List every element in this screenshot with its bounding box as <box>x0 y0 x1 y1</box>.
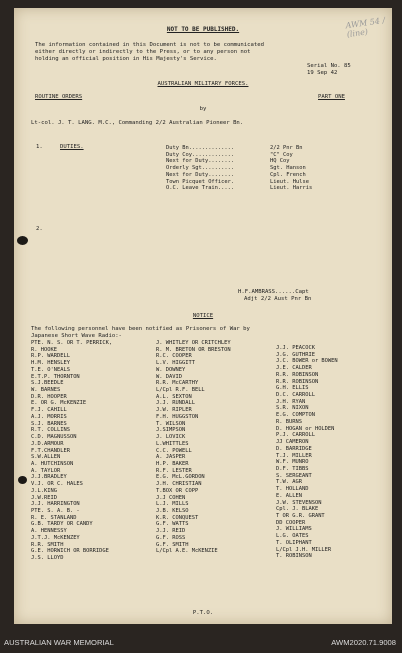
pow-name: R. HOOKE <box>31 346 57 353</box>
pow-name: S.R. NIXON <box>276 405 309 412</box>
notice-heading: NOTICE <box>192 313 214 319</box>
pow-column-2 <box>156 340 231 562</box>
pto-label: P.T.O. <box>192 610 214 616</box>
duty-value: HQ Coy <box>270 158 290 165</box>
archive-reference: AWM2020.71.9008 <box>331 638 396 647</box>
pow-name: D. HOGAN or HOLDEN <box>276 425 335 432</box>
commander-line: Lt-col. J. T. LANG. M.C., Commanding 2/2 Australian Pioneer Bn. <box>31 120 244 126</box>
pow-name: JJ CAMERON <box>276 439 309 446</box>
duty-label: Duty Coy............. <box>166 151 235 158</box>
pow-column-3 <box>276 345 338 567</box>
pow-name: J.T.J. McKENZEY <box>31 534 80 541</box>
pow-name: A. HENNESSY <box>31 528 67 535</box>
duties-number: 1. <box>36 144 43 150</box>
pow-name: H.P. BAKER <box>156 460 189 467</box>
pow-name: R.F. LESTER <box>156 467 192 474</box>
pow-name: S. SERGEANT <box>276 472 312 479</box>
pow-name: J.C. BOWER or BOWEN <box>276 358 338 365</box>
pow-name: Cpl. J. BLAKE <box>276 506 319 513</box>
archive-footer <box>0 627 402 653</box>
pow-name: PTE. N. S. OR T. PERRICK, <box>31 340 113 346</box>
notice-line: either directly or indirectly to the Press, or to any person not <box>35 49 251 55</box>
pow-name: P.J. CARROLL <box>276 432 315 439</box>
pow-name: J.J. PEACOCK <box>276 345 315 351</box>
document-page <box>14 8 392 624</box>
pow-name: T OR G.R. GRANT <box>276 512 325 519</box>
pow-name: W.F. MUNRO <box>276 459 309 466</box>
pow-name: A.J. MORRIS <box>31 413 67 420</box>
pow-name: J. LOVICK <box>156 434 186 441</box>
pow-name: S.J.BEEDLE <box>31 380 64 387</box>
pow-name: S.W.ALLEN <box>31 454 61 461</box>
pow-name: R.T. COLLINS <box>31 427 70 434</box>
pow-name: A.L. SEXTON <box>156 393 192 400</box>
pow-name: J.E. CALDER <box>276 365 312 372</box>
pow-name: C.C. POWELL <box>156 447 192 454</box>
pow-name: C.D. MAGNUSSON <box>31 434 77 441</box>
punch-hole <box>17 236 28 245</box>
pow-name: E.G. COMPTON <box>276 412 315 419</box>
pow-name: F.T.CHANDLER <box>31 447 70 454</box>
pow-name: DD COOPER <box>276 519 306 526</box>
duties-labels <box>166 145 234 192</box>
pow-name: R.R. McCARTHY <box>156 380 199 387</box>
pow-name: L/Cpl R.F. BELL <box>156 387 205 394</box>
pow-name: T. ROBINSON <box>276 553 312 560</box>
pow-name: D.F. TIBBS <box>276 465 309 472</box>
pow-name: J.G. GUTHRIE <box>276 351 315 358</box>
forces-heading: AUSTRALIAN MILITARY FORCES. <box>157 81 249 87</box>
pow-name: J.J. HARRINGTON <box>31 501 80 508</box>
duty-label: Town Picquet Officer. <box>166 178 235 185</box>
duty-label: Next for Duty........ <box>166 158 235 165</box>
pow-name: J.SIMPSON <box>156 427 186 434</box>
duty-label: O.C. Leave Train..... <box>166 185 235 192</box>
pow-name: L/Cpl A.E. McKENZIE <box>156 548 218 555</box>
duty-value: Sgt. Hanson <box>270 165 306 172</box>
duties-values <box>270 145 312 192</box>
pow-name: V.J. OR C. HALES <box>31 481 83 488</box>
pow-name <box>156 555 231 562</box>
item-two-number: 2. <box>36 226 43 232</box>
archive-name: AUSTRALIAN WAR MEMORIAL <box>4 638 114 647</box>
signature-title: Adjt 2/2 Aust Pnr Bn <box>244 296 312 302</box>
pow-name: J.D.ARMOUR <box>31 440 64 447</box>
pow-name: J. WHITLEY OR CRITCHLEY <box>156 340 231 346</box>
pow-name: A. HUTCHINSON <box>31 460 74 467</box>
pow-name: R. M. BRETON OR BRESTON <box>156 346 231 353</box>
notice-line: The information contained in this Document is not to be communicated <box>35 42 265 48</box>
pencil-annotation: AWM 54 / (line) <box>344 15 386 40</box>
duty-label: Orderly Sgt.......... <box>166 165 235 172</box>
notice-intro: The following personnel have been notified as Prisoners of War by <box>31 326 250 332</box>
pow-name: R.C. COOPER <box>156 353 192 360</box>
pow-name: J.J.BRADLEY <box>31 474 67 481</box>
pow-name: D.R. HOOPER <box>31 393 67 400</box>
pow-name: R.P. WARDELL <box>31 353 70 360</box>
pow-name: E.G. McL.GORDON <box>156 474 205 481</box>
pow-name: T. HOLLAND <box>276 486 309 493</box>
pow-name: G.B. TARDY OR CANDY <box>31 521 93 528</box>
part-label: PART ONE <box>318 94 345 100</box>
pow-name: A. JASPER <box>156 454 186 461</box>
duty-value: "C" Coy <box>270 151 293 158</box>
pow-name: G.E. HORWICH OR BORRIDGE <box>31 548 109 555</box>
signature-name: H.F.AMBRASS......Capt <box>238 289 309 295</box>
pow-name: T.W. AGR <box>276 479 302 486</box>
notice-line: holding an official position in His Majesty's Service. <box>35 56 217 62</box>
pow-name: T. WILSON <box>156 420 186 427</box>
pow-name: L.WHITTLES <box>156 440 189 447</box>
routine-orders-heading: ROUTINE ORDERS <box>35 94 83 100</box>
pow-name: L/Cpl J.H. MILLER <box>276 546 332 553</box>
pow-name: J.L.KING <box>31 487 57 494</box>
duty-value: Cpl. French <box>270 171 306 178</box>
duty-label: Next for Duty........ <box>166 171 235 178</box>
pow-name: J.H. CHRISTIAN <box>156 481 202 488</box>
pow-name: E. OR G. McKENZIE <box>31 400 87 407</box>
pow-name: J.J. REID <box>156 528 186 535</box>
pow-name: S.J. BARNES <box>31 420 67 427</box>
pow-name: T.E. O'NEALS <box>31 366 70 373</box>
pow-name: R. BURNS <box>276 418 302 425</box>
pow-name: L.V. HIGGITT <box>156 360 195 367</box>
duty-label: Duty Bn.............. <box>166 145 235 151</box>
pow-name: L.J. MILLS <box>156 501 189 508</box>
pow-name: E.T.P. THORNTON <box>31 373 80 380</box>
pow-column-1 <box>31 340 112 562</box>
pow-name: A. TAYLOR <box>31 467 61 474</box>
pow-name: G.F. WATTS <box>156 521 189 528</box>
document-title: NOT TO BE PUBLISHED. <box>166 26 240 33</box>
pow-name: H.M. HENSLEY <box>31 360 70 367</box>
pow-name: J.B. KELSO <box>156 507 189 514</box>
pow-name: K.R. CONQUEST <box>156 514 199 521</box>
pow-name: L.G. OATES <box>276 533 309 540</box>
pow-name: T. OLIPHANT <box>276 539 312 546</box>
duties-heading: DUTIES. <box>60 144 84 150</box>
pow-name: W. DOWNEY <box>156 366 186 373</box>
pow-name: R.R. ROBINSON <box>276 378 319 385</box>
pow-name: F.J. CAHILL <box>31 407 67 414</box>
pow-name: E. ALLEN <box>276 492 302 499</box>
serial-number: Serial No. 85 <box>307 63 351 69</box>
by-label: by <box>199 106 207 112</box>
pow-name: G.H. ELLIS <box>276 385 309 392</box>
document-date: 19 Sep 42 <box>307 70 338 76</box>
pow-name: J.J COHEN <box>156 494 186 501</box>
punch-hole <box>18 476 27 484</box>
pow-name: T.J. MILLER <box>276 452 312 459</box>
pow-name: W. DAVID <box>156 373 182 380</box>
pow-name: J.W. RIPLER <box>156 407 192 414</box>
pow-name <box>276 560 338 567</box>
pow-name: J.W. STEVENSON <box>276 499 322 506</box>
pow-name: G.F. ROSS <box>156 534 186 541</box>
pow-name: D.C. CARROLL <box>276 392 315 399</box>
duty-value: Lieut. Hulse <box>270 178 309 185</box>
pow-name: W. BARNES <box>31 387 61 394</box>
pow-name: F.H. HUGGSTON <box>156 413 199 420</box>
pow-name: G.F. SMITH <box>156 541 189 548</box>
duty-value: Lieut. Harris <box>270 185 313 192</box>
pow-name: J. WILLIAMS <box>276 526 312 533</box>
pow-name: J.W.REID <box>31 494 57 501</box>
pow-name: J.J. RUNDALL <box>156 400 195 407</box>
pow-name: D. BARRIDGE <box>276 445 312 452</box>
pow-name: T.BOX OR COPP <box>156 487 199 494</box>
notice-intro: Japanese Short Wave Radio:- <box>31 333 122 339</box>
pow-name: R.R. ROBINSON <box>276 371 319 378</box>
pow-name: J.H. RYAN <box>276 398 306 405</box>
duty-value: 2/2 Pnr Bn <box>270 145 303 151</box>
pow-name: R.R. SMITH <box>31 541 64 548</box>
pow-name: J.S. LLOYD <box>31 555 64 561</box>
pow-name: R. E. STANLAND <box>31 514 77 521</box>
pow-name: PTE. S. A. B. - <box>31 507 80 514</box>
